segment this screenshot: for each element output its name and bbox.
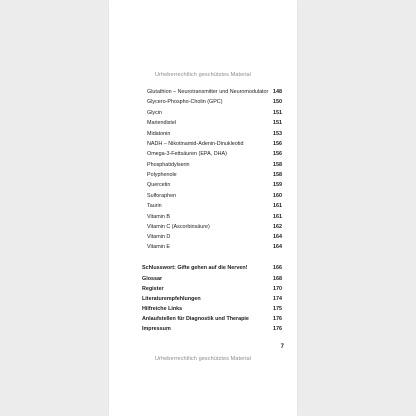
toc-entry-page: 174 <box>273 296 282 302</box>
toc-entry-title: Hilfreiche Links <box>142 306 183 312</box>
toc-chapter-entry <box>142 275 282 284</box>
toc-entry-page: 148 <box>273 89 282 95</box>
toc-entry <box>142 223 282 232</box>
toc-entry-title: Taurin <box>147 203 162 209</box>
watermark-bottom: Urheberrechtlich geschütztes Material <box>154 356 252 362</box>
toc-entry-title: Glutathion – Neurotransmitter und Neuromodulator <box>147 89 269 95</box>
page-number: 7 <box>280 344 284 350</box>
toc-entry-page: 176 <box>273 326 282 332</box>
toc-chapter-entry <box>142 315 282 324</box>
toc-entry-page: 175 <box>273 306 282 312</box>
toc-entry-title: Polyphenole <box>147 172 177 178</box>
toc-entry-page: 153 <box>273 131 282 137</box>
toc-chapter-entry <box>142 264 282 273</box>
toc-entry-title: Glossar <box>142 276 163 282</box>
toc-entry <box>142 130 282 139</box>
toc-entry-title: Vitamin E <box>147 244 170 250</box>
toc-entry-page: 164 <box>273 244 282 250</box>
toc-entry-page: 170 <box>273 286 282 292</box>
toc-entry <box>142 171 282 180</box>
toc-entry-title: Sulforaphen <box>147 193 177 199</box>
toc-entry-title: NADH – Nikotinamid-Adenin-Dinukleotid <box>147 141 244 147</box>
toc-entry <box>142 192 282 201</box>
toc-entry-page: 150 <box>273 99 282 105</box>
toc-entry-page: 156 <box>273 151 282 157</box>
toc-entry-title: Vitamin C (Ascorbinsäure) <box>147 224 210 230</box>
toc-entry-title: Vitamin B <box>147 214 170 220</box>
toc-entry <box>142 109 282 118</box>
toc-entry-page: 160 <box>273 193 282 199</box>
toc-entry-page: 151 <box>273 120 282 126</box>
toc-entry-title: Schlusswort: Gifte gehen auf die Nerven! <box>142 265 248 271</box>
toc-entry-title: Phosphatidylserin <box>147 162 190 168</box>
toc-entry-title: Midatonin <box>147 131 171 137</box>
toc-entry <box>142 150 282 159</box>
toc-entry <box>142 161 282 170</box>
toc-entry <box>142 233 282 242</box>
toc-entry-title: Mariendistel <box>147 120 177 126</box>
book-page <box>109 0 297 416</box>
toc-entry <box>142 140 282 149</box>
toc-entry <box>142 98 282 107</box>
toc-entry-page: 162 <box>273 224 282 230</box>
toc-entry-title: Anlaufstellen für Diagnostik und Therapie <box>142 316 249 322</box>
toc-entry <box>142 213 282 222</box>
watermark-top: Urheberrechtlich geschütztes Material <box>154 72 252 78</box>
toc-entry-page: 164 <box>273 234 282 240</box>
toc-entry-page: 176 <box>273 316 282 322</box>
toc-entry <box>142 202 282 211</box>
toc-entry <box>142 243 282 252</box>
toc-entry-title: Impressum <box>142 326 171 332</box>
toc-entry-page: 158 <box>273 162 282 168</box>
toc-entry-page: 166 <box>273 265 282 271</box>
toc-entry-title: Quercetin <box>147 182 171 188</box>
table-of-contents <box>109 0 297 416</box>
toc-entry-page: 156 <box>273 141 282 147</box>
toc-entry <box>142 181 282 190</box>
toc-entry-title: Literaturempfehlungen <box>142 296 201 302</box>
toc-entry-page: 161 <box>273 203 282 209</box>
toc-entry-title: Glycin <box>147 110 162 116</box>
toc-entry-title: Omega-3-Fettsäuren (EPA, DHA) <box>147 151 227 157</box>
toc-chapter-entry <box>142 285 282 294</box>
toc-entry-page: 168 <box>273 276 282 282</box>
toc-entry-page: 161 <box>273 214 282 220</box>
toc-chapter-entry <box>142 295 282 304</box>
toc-entry <box>142 88 282 97</box>
toc-entry-title: Vitamin D <box>147 234 171 240</box>
toc-chapter-entry <box>142 325 282 334</box>
toc-entry-page: 159 <box>273 182 282 188</box>
toc-chapter-entry <box>142 305 282 314</box>
toc-entry <box>142 119 282 128</box>
toc-entry-page: 151 <box>273 110 282 116</box>
toc-entry-title: Register <box>142 286 164 292</box>
toc-entry-page: 158 <box>273 172 282 178</box>
toc-entry-title: Glycero-Phospho-Cholin (GPC) <box>147 99 223 105</box>
